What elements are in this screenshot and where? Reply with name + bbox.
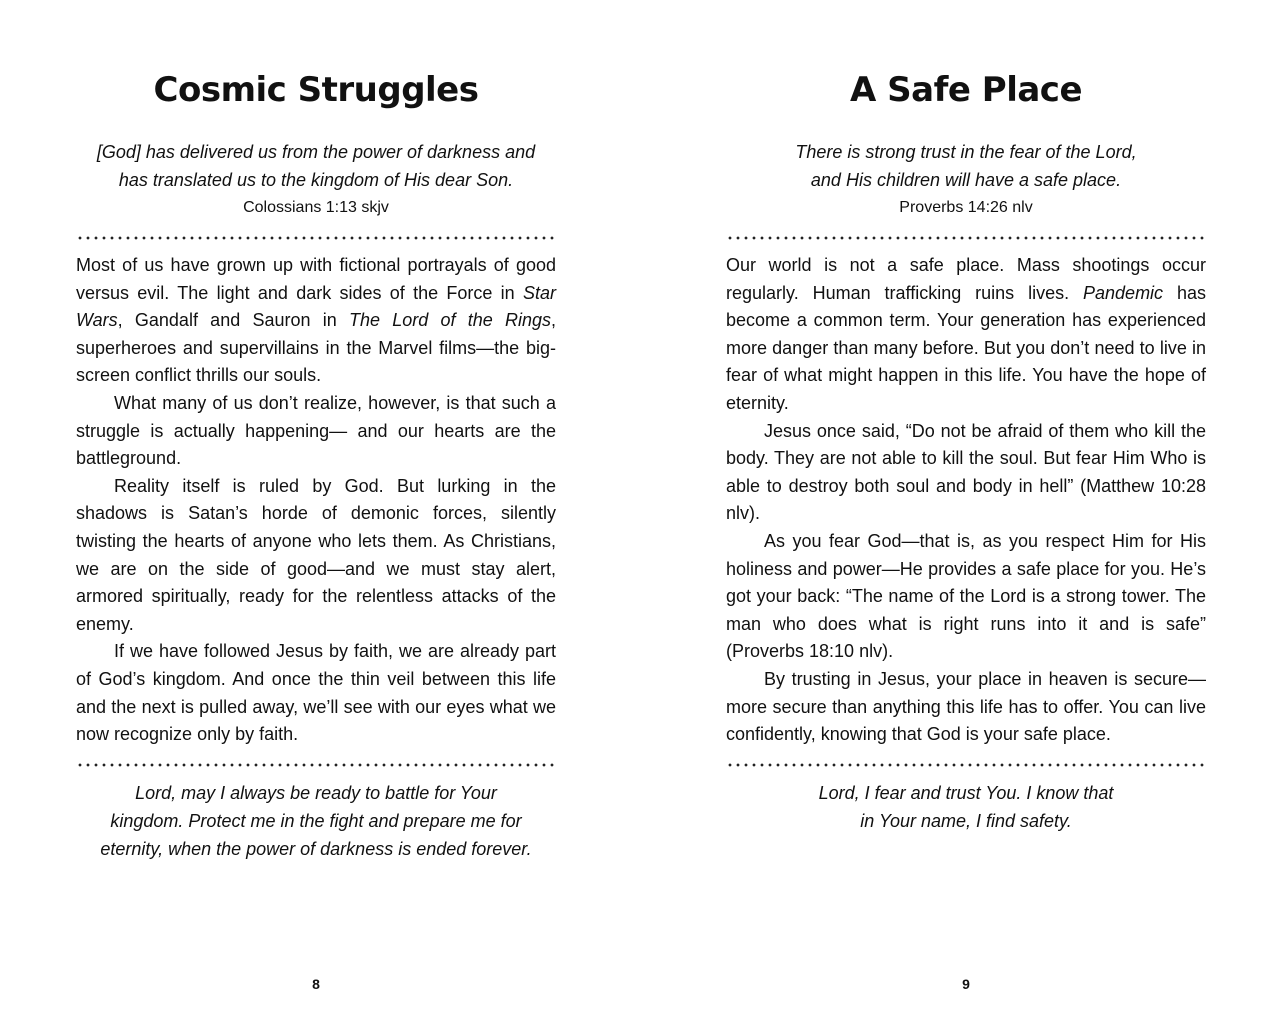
italic-title: The Lord of the Rings bbox=[348, 310, 551, 331]
verse-line: There is strong trust in the fear of the Lord, bbox=[795, 142, 1137, 162]
left-page bbox=[76, 0, 556, 1032]
body-paragraph: If we have followed Jesus by faith, we are already part of God’s kingdom. And once the thin veil between this life and the next is pulled away, we’ll see with our eyes what we now recognize only by faith. bbox=[76, 641, 556, 745]
text-run: Most of us have grown up with fictional portrayals of good versus evil. The light and dark sides of the Force in bbox=[76, 255, 556, 303]
right-page bbox=[726, 0, 1206, 1032]
body-paragraph bbox=[726, 252, 1206, 418]
body-paragraph: Jesus once said, “Do not be afraid of them who kill the body. They are not able to kill the soul. But fear Him Who is able to destroy both soul and body in hell” (Matthew 10:28 nlv). bbox=[726, 420, 1206, 524]
epigraph-verse bbox=[76, 138, 556, 194]
body-paragraph: What many of us don’t realize, however, is that such a struggle is actually happening— and our hearts are the battleground. bbox=[76, 392, 556, 469]
body-paragraph: Reality itself is ruled by God. But lurking in the shadows is Satan’s horde of demonic forces, silently twisting the hearts of anyone who lets them. As Christians, we are on the side of good—and we must stay alert, armored spiritually, ready for the relentless attacks of the enemy. bbox=[76, 475, 556, 634]
devotional-body bbox=[76, 252, 556, 749]
dotted-divider bbox=[726, 763, 1206, 767]
verse-reference: Colossians 1:13 skjv bbox=[243, 199, 389, 216]
verse-line: and His children will have a safe place. bbox=[810, 170, 1122, 190]
page-title: A Safe Place bbox=[850, 70, 1082, 110]
italic-title: Star Wars bbox=[76, 282, 556, 331]
prayer-line: Lord, I fear and trust You. I know that bbox=[818, 782, 1114, 803]
dotted-divider bbox=[76, 763, 556, 767]
verse-line: [God] has delivered us from the power of darkness and bbox=[96, 142, 536, 162]
dotted-divider bbox=[726, 236, 1206, 240]
prayer-line: eternity, when the power of darkness is ended forever. bbox=[100, 838, 532, 859]
verse-reference: Proverbs 14:26 nlv bbox=[899, 199, 1033, 216]
closing-prayer bbox=[726, 779, 1206, 835]
epigraph-verse bbox=[726, 138, 1206, 194]
page-title: Cosmic Struggles bbox=[153, 70, 479, 110]
dotted-divider bbox=[76, 236, 556, 240]
verse-line: has translated us to the kingdom of His dear Son. bbox=[118, 170, 514, 190]
page-number: 8 bbox=[312, 976, 320, 992]
italic-term: Pandemic bbox=[1083, 282, 1164, 303]
prayer-line: in Your name, I find safety. bbox=[860, 810, 1072, 831]
body-paragraph: As you fear God—that is, as you respect Him for His holiness and power—He provides a safe place for you. He’s got your back: “The name of the Lord is a strong tower. The man who does what is right runs into it and is safe” (Proverbs 18:10 nlv). bbox=[726, 530, 1206, 662]
devotional-body bbox=[726, 252, 1206, 749]
body-paragraph: By trusting in Jesus, your place in heaven is secure— more secure than anything this life has to offer. You can live confidently, knowing that God is your safe place. bbox=[726, 668, 1206, 745]
page-number: 9 bbox=[962, 976, 970, 992]
text-run: , Gandalf and Sauron in bbox=[117, 310, 349, 331]
closing-prayer bbox=[76, 779, 556, 863]
text-run: has become a common term. Your generation has experienced more danger than many before. But you don’t need to live in fear of what might happen in this life. You have the hope of eternity. bbox=[726, 282, 1206, 413]
prayer-line: kingdom. Protect me in the fight and prepare me for bbox=[110, 810, 522, 831]
text-run: Our world is not a safe place. Mass shootings occur regularly. Human trafficking ruins lives. bbox=[726, 255, 1206, 303]
body-paragraph bbox=[76, 252, 556, 390]
prayer-line: Lord, may I always be ready to battle for Your bbox=[135, 782, 497, 803]
text-run: , superheroes and supervillains in the Marvel films—the big-screen conflict thrills our souls. bbox=[76, 310, 556, 386]
